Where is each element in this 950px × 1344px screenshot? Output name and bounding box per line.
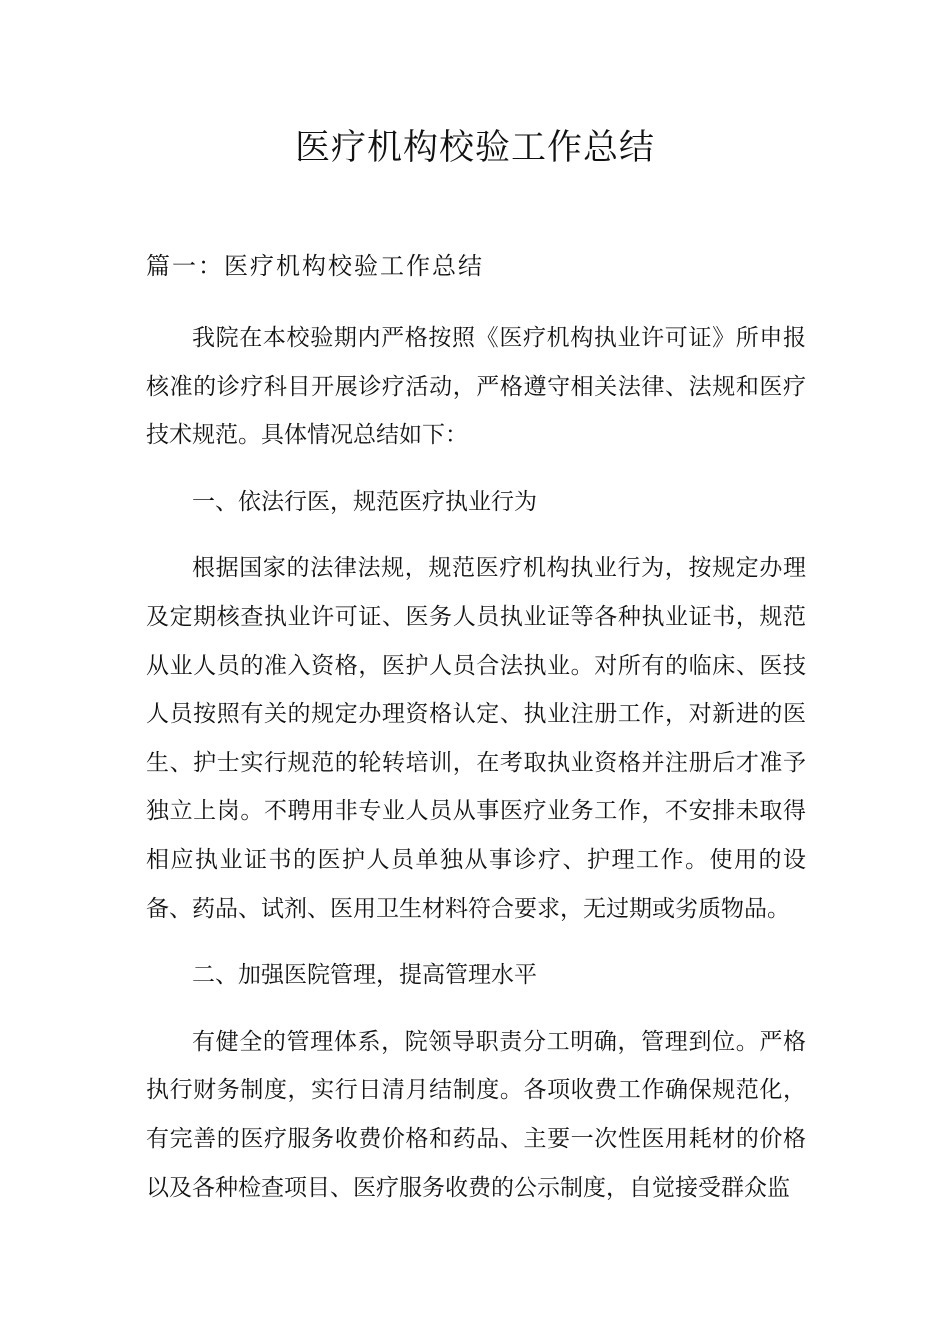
paragraph-1: 根据国家的法律法规，规范医疗机构执业行为，按规定办理及定期核查执业许可证、医务人员执业证等各种执业证书，规范从业人员的准入资格，医护人员合法执业。对所有的临床、医技人员按照有关的规定办理资格认定、执业注册工作，对新进的医生、护士实行规范的轮转培训，在考取执业资格并注册后才准予独立上岗。不聘用非专业人员从事医疗业务工作，不安排未取得相应执业证书的医护人员单独从事诊疗、护理工作。使用的设备、药品、试剂、医用卫生材料符合要求，无过期或劣质物品。 xyxy=(146,555,806,922)
section-heading: 篇一：医疗机构校验工作总结 xyxy=(146,252,484,280)
subheading-1: 一、依法行医，规范医疗执业行为 xyxy=(192,488,537,515)
document-body xyxy=(146,314,806,1212)
paragraph-intro: 我院在本校验期内严格按照《医疗机构执业许可证》所申报核准的诊疗科目开展诊疗活动，严格遵守相关法律、法规和医疗技术规范。具体情况总结如下： xyxy=(146,325,806,449)
document-title: 医疗机构校验工作总结 xyxy=(294,128,655,168)
paragraph-2: 有健全的管理体系，院领导职责分工明确，管理到位。严格执行财务制度，实行日清月结制度。各项收费工作确保规范化，有完善的医疗服务收费价格和药品、主要一次性医用耗材的价格以及各种检查项目、医疗服务收费的公示制度，自觉接受群众监 xyxy=(146,1028,806,1201)
subheading-2: 二、加强医院管理，提高管理水平 xyxy=(192,962,537,989)
